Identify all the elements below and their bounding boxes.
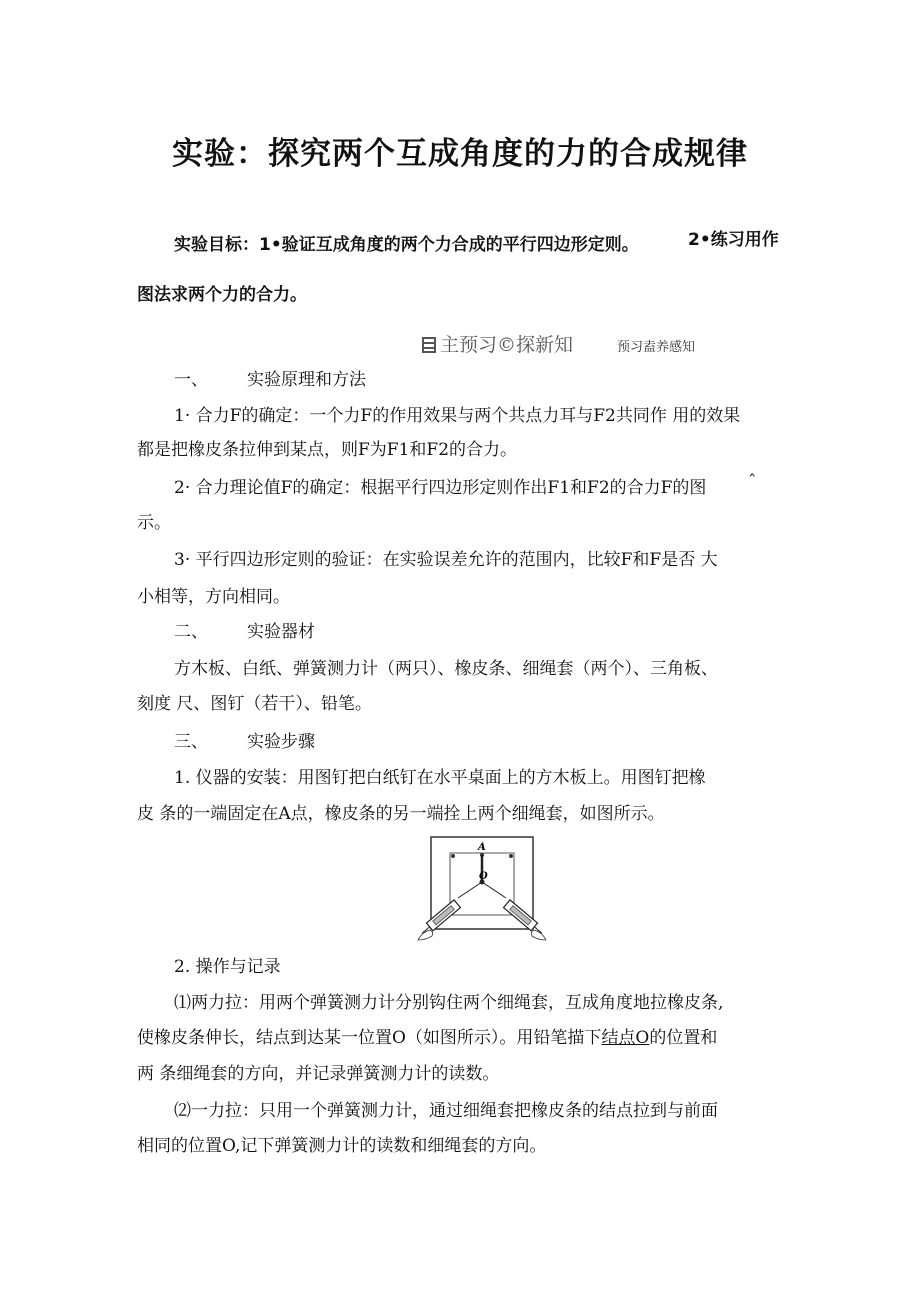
section2-materials-line1: 方木板、白纸、弹簧测力计（两只）、橡皮条、细绳套（两个）、三角板、 <box>174 659 718 679</box>
section3-step2-1-line1: ⑴两力拉：用两个弹簧测力计分别钩住两个细绳套，互成角度地拉橡皮条, <box>174 993 724 1013</box>
label-a: A <box>478 842 486 853</box>
section3-step2-1-line2 <box>137 1027 717 1049</box>
cord-left <box>458 882 482 898</box>
cord-right <box>482 882 506 898</box>
section1-p2-line1: 2· 合力理论值F的确定：根据平行四边形定则作出F1和F2的合力F的图 <box>174 478 707 498</box>
section1-p1-line2: 都是把橡皮条拉伸到某点，则F为F1和F2的合力。 <box>137 440 518 460</box>
section3-heading: 实验步骤 <box>247 732 315 752</box>
section3-step1-line2: 皮 条的一端固定在A点，橡皮条的另一端拴上两个细绳套，如图所示。 <box>137 804 665 824</box>
section3-step2-1-line3: 两 条细绳套的方向，并记录弹簧测力计的读数。 <box>137 1064 500 1084</box>
section2-heading: 实验器材 <box>247 622 315 642</box>
page-title: 实验：探究两个互成角度的力的合成规律 <box>172 136 748 172</box>
section3-number: 三、 <box>174 732 208 752</box>
list-icon <box>422 337 436 353</box>
section3-step2-2-line1: ⑵一力拉：只用一个弹簧测力计，通过细绳套把橡皮条的结点拉到与前面 <box>174 1101 718 1121</box>
banner-main: 主预习©探新知 <box>440 334 574 356</box>
section1-heading: 实验原理和方法 <box>247 370 366 390</box>
section1-p1-line1: 1· 合力F的确定：一个力F的作用效果与两个共点力耳与F2共同作 用的效果 <box>174 406 741 426</box>
section1-p2-mark: ˆ <box>748 472 757 492</box>
section3-step2-2-line2: 相同的位置O,记下弹簧测力计的读数和细绳套的方向。 <box>137 1136 547 1156</box>
section3-step1-line1: 1. 仪器的安装：用图钉把白纸钉在水平桌面上的方木板上。用图钉把橡 <box>174 768 706 788</box>
spring-scale-right <box>504 900 546 937</box>
section1-p3-line2: 小相等，方向相同。 <box>137 587 290 607</box>
line2-pre: 使橡皮条伸长，结点到达某一位置O（如图所示）。用铅笔描下 <box>137 1028 602 1048</box>
section2-number: 二、 <box>174 622 208 642</box>
hand-right <box>531 930 546 940</box>
section1-number: 一、 <box>174 370 208 390</box>
line2-post: 的位置和 <box>649 1028 718 1048</box>
apparatus-figure <box>412 834 552 946</box>
spring-scale-left <box>419 900 461 937</box>
objective-line-2: 图法求两个力的合力。 <box>137 285 307 305</box>
objective-line-1b: 2•练习用作 <box>688 230 779 250</box>
section2-materials-line2: 刻度 尺、图钉（若干）、铅笔。 <box>137 694 372 714</box>
banner-side: 预习盍养感知 <box>617 340 696 355</box>
label-o: O <box>479 871 488 882</box>
section-banner <box>422 330 695 357</box>
section1-p3-line1: 3· 平行四边形定则的验证：在实验误差允许的范围内，比较F和F是否 大 <box>174 550 718 570</box>
knot-o-underlined: 结点O <box>601 1028 650 1048</box>
objective-line-1: 实验目标：1•验证互成角度的两个力合成的平行四边形定则。 <box>174 235 639 255</box>
section1-p2-line2: 示。 <box>137 513 171 533</box>
pin-tr <box>509 854 513 858</box>
section3-step2-heading: 2. 操作与记录 <box>174 957 281 977</box>
hand-left <box>418 930 433 940</box>
pin-tl <box>451 854 455 858</box>
